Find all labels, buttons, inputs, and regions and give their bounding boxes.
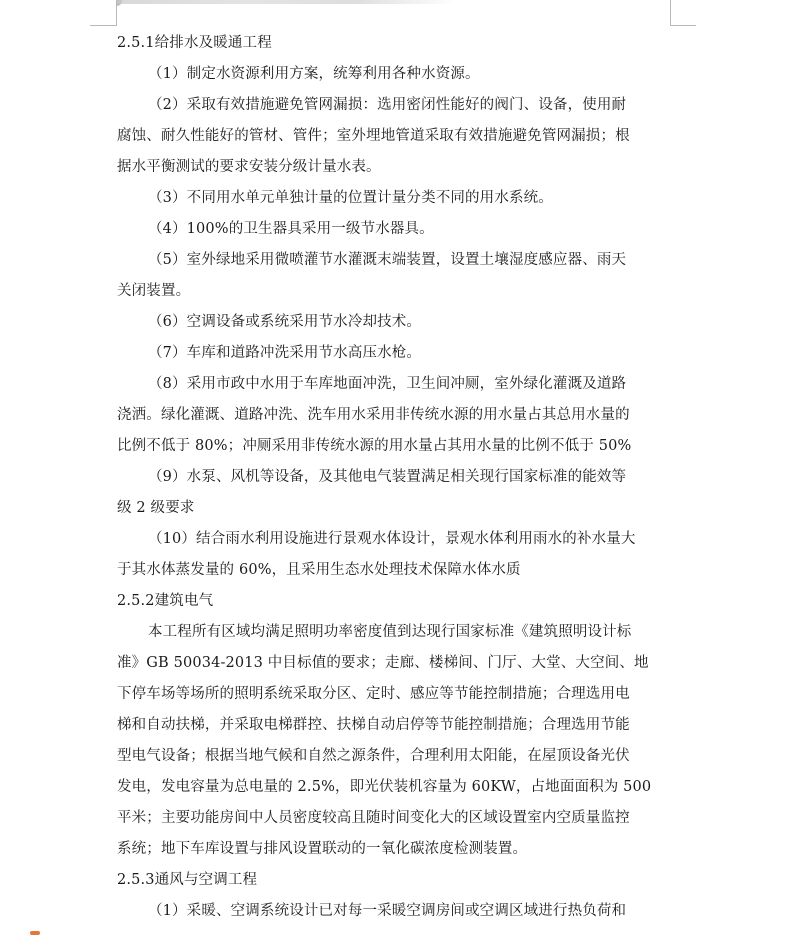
- paragraph-line: 级 2 级要求: [117, 500, 195, 516]
- paragraph-line: （10）结合雨水利用设施进行景观水体设计，景观水体利用雨水的补水量大: [148, 531, 636, 547]
- paragraph-line: （1）采暖、空调系统设计已对每一采暖空调房间或空调区域进行热负荷和: [148, 903, 627, 919]
- paragraph-line: 比例不低于 80%；冲厕采用非传统水源的用水量占其用水量的比例不低于 50%: [117, 438, 632, 454]
- section-heading: 2.5.1给排水及暖通工程: [117, 35, 272, 51]
- paragraph-line: 平米；主要功能房间中人员密度较高且随时间变化大的区域设置室内空质量监控: [117, 810, 630, 826]
- paragraph-line: （1）制定水资源利用方案，统筹利用各种水资源。: [148, 66, 480, 82]
- paragraph-line: 腐蚀、耐久性能好的管材、管件；室外埋地管道采取有效措施避免管网漏损；根: [117, 128, 630, 144]
- paragraph-line: 梯和自动扶梯，并采取电梯群控、扶梯自动启停等节能控制措施；合理选用节能: [117, 717, 630, 733]
- crop-mark-top-right: [670, 25, 696, 26]
- paragraph-line: （2）采取有效措施避免管网漏损：选用密闭性能好的阀门、设备，使用耐: [148, 97, 627, 113]
- section-heading: 2.5.3通风与空调工程: [117, 872, 258, 888]
- paragraph-line: 下停车场等场所的照明系统采取分区、定时、感应等节能控制措施；合理选用电: [117, 686, 630, 702]
- paragraph-line: 本工程所有区域均满足照明功率密度值到达现行国家标准《建筑照明设计标: [148, 624, 632, 640]
- paragraph-line: 据水平衡测试的要求安装分级计量水表。: [117, 159, 381, 175]
- paragraph-line: （4）100%的卫生器具采用一级节水器具。: [148, 221, 434, 237]
- running-header: [116, 0, 676, 8]
- crop-mark-top-left: [90, 25, 116, 26]
- paragraph-line: （6）空调设备或系统采用节水冷却技术。: [148, 314, 422, 330]
- paragraph-line: 关闭装置。: [117, 283, 191, 299]
- paragraph-line: 发电，发电容量为总电量的 2.5%，即光伏装机容量为 60KW，占地面面积为 500: [117, 779, 652, 795]
- paragraph-line: 型电气设备；根据当地气候和自然之源条件，合理利用太阳能，在屋顶设备光伏: [117, 748, 630, 764]
- paragraph-line: 浇洒。绿化灌溉、道路冲洗、洗车用水采用非传统水源的用水量占其总用水量的: [117, 407, 630, 423]
- paragraph-line: 准》GB 50034-2013 中目标值的要求；走廊、楼梯间、门厅、大堂、大空间、地: [117, 655, 649, 671]
- crop-mark-top-right: [670, 0, 671, 26]
- paragraph-line: （7）车库和道路冲洗采用节水高压水枪。: [148, 345, 422, 361]
- crop-mark-top-left: [116, 0, 117, 26]
- document-body: [117, 28, 673, 927]
- header-text-cutoff: [116, 0, 456, 4]
- paragraph-line: （8）采用市政中水用于车库地面冲洗，卫生间冲厕，室外绿化灌溉及道路: [148, 376, 627, 392]
- paragraph-line: 系统；地下车库设置与排风设置联动的一氧化碳浓度检测装置。: [117, 841, 528, 857]
- paragraph-line: （3）不同用水单元单独计量的位置计量分类不同的用水系统。: [148, 190, 553, 206]
- paragraph-line: （5）室外绿地采用微喷灌节水灌溉末端装置，设置土壤湿度感应器、雨天: [148, 252, 627, 268]
- paragraph-line: （9）水泵、风机等设备，及其他电气装置满足相关现行国家标准的能效等: [148, 469, 627, 485]
- paragraph-line: 于其水体蒸发量的 60%，且采用生态水处理技术保障水体水质: [117, 562, 521, 578]
- section-heading: 2.5.2建筑电气: [117, 593, 214, 609]
- page-edge-marker: [30, 931, 40, 935]
